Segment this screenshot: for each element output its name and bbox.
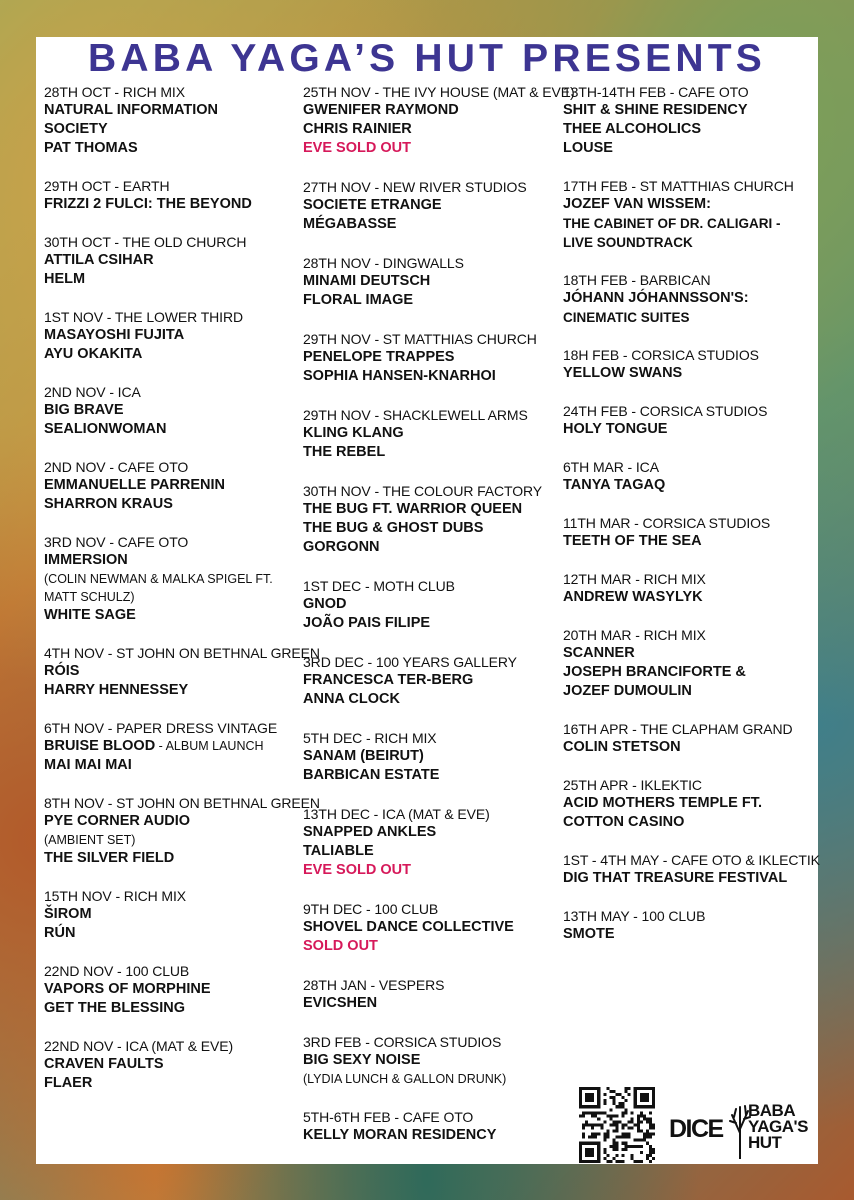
artist-name — [303, 519, 563, 538]
event-listing — [303, 900, 563, 956]
artist-name — [44, 980, 304, 999]
artist-name — [303, 747, 563, 766]
event-date-venue: 8TH NOV - ST JOHN ON BETHNAL GREEN — [44, 795, 320, 811]
logo-line-1: BABA — [748, 1101, 796, 1120]
event-listing — [303, 254, 563, 310]
artist-name — [303, 196, 563, 215]
line-text: JOÃO PAIS FILIPE — [303, 615, 431, 631]
artist-name — [303, 690, 563, 709]
line-text: ANNA CLOCK — [303, 691, 400, 707]
line-text: EVE SOLD OUT — [303, 862, 411, 878]
artist-name — [303, 101, 563, 120]
logo-line-2: YAGA'S — [748, 1117, 808, 1136]
event-listing — [303, 83, 575, 158]
artist-name — [44, 420, 304, 439]
artist-name — [303, 291, 563, 310]
artist-name — [303, 443, 563, 462]
line-text: THE BUG FT. WARRIOR QUEEN — [303, 501, 523, 517]
artist-name — [44, 270, 304, 289]
baba-yaga-logo — [728, 1103, 810, 1163]
line-text: LIVE SOUNDTRACK — [563, 235, 693, 250]
line-text: BRUISE BLOOD — [44, 738, 156, 754]
event-listing — [44, 308, 304, 364]
event-date-venue: 13TH DEC - ICA (MAT & EVE) — [303, 806, 490, 822]
line-text: NATURAL INFORMATION — [44, 102, 218, 118]
artist-name — [563, 682, 813, 701]
event-date-venue: 2ND NOV - CAFE OTO — [44, 459, 189, 475]
line-text: SHOVEL DANCE COLLECTIVE — [303, 919, 514, 935]
line-text: JÓHANN JÓHANNSSON'S: — [563, 290, 749, 306]
logo-line-3: HUT — [748, 1133, 782, 1152]
event-date-venue: 18TH FEB - BARBICAN — [563, 272, 711, 288]
event-listing — [303, 482, 563, 557]
event-listing — [44, 233, 304, 289]
event-date-venue: 20TH MAR - RICH MIX — [563, 627, 706, 643]
line-text: SANAM (BEIRUT) — [303, 748, 424, 764]
line-text: EMMANUELLE PARRENIN — [44, 477, 225, 493]
lineup-note — [44, 588, 304, 606]
dice-logo: DICE — [669, 1115, 723, 1143]
artist-name — [44, 737, 304, 756]
line-text: CRAVEN FAULTS — [44, 1056, 164, 1072]
event-listing — [44, 794, 320, 868]
line-text: SHARRON KRAUS — [44, 496, 173, 512]
artist-name — [303, 671, 563, 690]
event-date-venue: 29TH NOV - ST MATTHIAS CHURCH — [303, 331, 537, 347]
line-text: GORGONN — [303, 539, 380, 555]
line-text: MATT SCHULZ) — [44, 590, 135, 604]
artist-name — [563, 588, 813, 607]
artist-name — [44, 476, 304, 495]
line-text: KLING KLANG — [303, 425, 404, 441]
lineup-note — [44, 570, 304, 588]
line-text: SHIT & SHINE RESIDENCY — [563, 102, 748, 118]
event-listing — [303, 976, 563, 1013]
column-2 — [303, 83, 575, 1165]
artist-name — [563, 476, 813, 495]
line-text: COLIN STETSON — [563, 739, 681, 755]
line-text: RÓIS — [44, 663, 80, 679]
line-text: EVICSHEN — [303, 995, 378, 1011]
event-listing — [44, 533, 304, 625]
artist-name — [44, 326, 304, 345]
event-date-venue: 30TH OCT - THE OLD CHURCH — [44, 234, 247, 250]
line-text: (COLIN NEWMAN & MALKA SPIGEL FT. — [44, 572, 273, 586]
artist-name — [44, 1074, 304, 1093]
event-listing — [44, 644, 320, 700]
artist-name — [303, 500, 563, 519]
artist-name — [44, 120, 304, 139]
event-date-venue: 17TH FEB - ST MATTHIAS CHURCH — [563, 178, 794, 194]
line-text: SNAPPED ANKLES — [303, 824, 437, 840]
line-text: COTTON CASINO — [563, 814, 685, 830]
line-text: ŠIROM — [44, 906, 92, 922]
event-date-venue: 16TH APR - THE CLAPHAM GRAND — [563, 721, 793, 737]
artist-name — [303, 272, 563, 291]
column-1 — [44, 83, 320, 1112]
event-date-venue: 13TH-14TH FEB - CAFE OTO — [563, 84, 749, 100]
artist-name — [563, 813, 813, 832]
event-date-venue: 5TH-6TH FEB - CAFE OTO — [303, 1109, 474, 1125]
artist-name — [303, 842, 563, 861]
event-listing — [563, 907, 813, 944]
artist-name — [303, 918, 563, 937]
artist-name — [563, 101, 813, 120]
event-listing — [563, 458, 813, 495]
artist-name — [563, 925, 813, 944]
line-text: WHITE SAGE — [44, 607, 136, 623]
line-text: FRANCESCA TER-BERG — [303, 672, 474, 688]
event-listing — [303, 406, 563, 462]
line-text: THE CABINET OF DR. CALIGARI - — [563, 216, 781, 231]
lineup-note — [303, 1070, 563, 1088]
line-text: MINAMI DEUTSCH — [303, 273, 431, 289]
column-3 — [563, 83, 820, 963]
event-subtitle — [563, 233, 813, 252]
event-listing — [303, 178, 563, 234]
artist-name — [44, 849, 304, 868]
event-date-venue: 25TH NOV - THE IVY HOUSE (MAT & EVE) — [303, 84, 575, 100]
artist-name — [563, 195, 813, 214]
event-date-venue: 28TH OCT - RICH MIX — [44, 84, 185, 100]
sold-out-notice — [303, 139, 563, 158]
line-text: TANYA TAGAQ — [563, 477, 666, 493]
poster-panel — [36, 37, 818, 1164]
event-date-venue: 15TH NOV - RICH MIX — [44, 888, 187, 904]
event-listing — [44, 458, 304, 514]
line-text: (AMBIENT SET) — [44, 833, 136, 847]
line-text: HOLY TONGUE — [563, 421, 668, 437]
artist-name — [563, 794, 813, 813]
line-text: SOCIETY — [44, 121, 108, 137]
event-date-venue: 29TH OCT - EARTH — [44, 178, 170, 194]
event-date-venue: 22ND NOV - ICA (MAT & EVE) — [44, 1038, 234, 1054]
event-listing — [44, 719, 304, 775]
artist-name — [44, 905, 304, 924]
lineup-note — [44, 831, 304, 849]
event-date-venue: 28TH NOV - DINGWALLS — [303, 255, 464, 271]
line-text: THE REBEL — [303, 444, 386, 460]
line-text: TEETH OF THE SEA — [563, 533, 702, 549]
event-date-venue: 22ND NOV - 100 CLUB — [44, 963, 190, 979]
event-date-venue: 3RD NOV - CAFE OTO — [44, 534, 189, 550]
line-text: RÚN — [44, 925, 76, 941]
line-text: LOUSE — [563, 140, 613, 156]
event-listing — [563, 851, 820, 888]
event-listing — [303, 330, 563, 386]
line-text: HELM — [44, 271, 86, 287]
line-text: SOCIETE ETRANGE — [303, 197, 442, 213]
artist-name — [303, 994, 563, 1013]
line-text: GWENIFER RAYMOND — [303, 102, 459, 118]
artist-name — [303, 120, 563, 139]
event-date-venue: 9TH DEC - 100 CLUB — [303, 901, 439, 917]
line-text: HARRY HENNESSEY — [44, 682, 189, 698]
artist-name — [44, 999, 304, 1018]
line-text: PAT THOMAS — [44, 140, 138, 156]
line-text: SEALIONWOMAN — [44, 421, 167, 437]
artist-name — [563, 644, 813, 663]
event-listing — [563, 720, 813, 757]
line-text: ACID MOTHERS TEMPLE FT. — [563, 795, 762, 811]
artist-name — [44, 551, 304, 570]
event-listing — [44, 887, 304, 943]
line-text: AYU OKAKITA — [44, 346, 143, 362]
event-listing — [303, 729, 563, 785]
line-text: BARBICAN ESTATE — [303, 767, 440, 783]
artist-name — [44, 195, 304, 214]
line-text: SMOTE — [563, 926, 615, 942]
artist-name — [563, 289, 813, 308]
line-text: PENELOPE TRAPPES — [303, 349, 455, 365]
line-text: JOSEPH BRANCIFORTE & — [563, 664, 746, 680]
line-text: FLAER — [44, 1075, 93, 1091]
artist-name — [303, 348, 563, 367]
artist-name — [303, 367, 563, 386]
artist-name — [44, 401, 304, 420]
artist-name — [303, 595, 563, 614]
line-text: SCANNER — [563, 645, 635, 661]
line-text: BIG BRAVE — [44, 402, 124, 418]
event-listing — [303, 1108, 563, 1145]
artist-name — [303, 766, 563, 785]
line-text: SOLD OUT — [303, 938, 378, 954]
artist-name — [44, 812, 304, 831]
artist-name — [303, 823, 563, 842]
artist-name — [303, 1126, 563, 1145]
line-text: VAPORS OF MORPHINE — [44, 981, 211, 997]
line-text: FRIZZI 2 FULCI: THE BEYOND — [44, 196, 252, 212]
artist-name — [563, 869, 813, 888]
event-date-venue: 24TH FEB - CORSICA STUDIOS — [563, 403, 768, 419]
artist-name — [44, 495, 304, 514]
artist-name — [303, 215, 563, 234]
line-text: MÉGABASSE — [303, 216, 397, 232]
artist-name — [563, 663, 813, 682]
line-text: GNOD — [303, 596, 347, 612]
artist-name — [44, 662, 304, 681]
artist-name — [44, 606, 304, 625]
event-date-venue: 12TH MAR - RICH MIX — [563, 571, 706, 587]
event-date-venue: 1ST - 4TH MAY - CAFE OTO & IKLECTIK — [563, 852, 820, 868]
event-date-venue: 29TH NOV - SHACKLEWELL ARMS — [303, 407, 528, 423]
artist-name — [563, 364, 813, 383]
line-text: BIG SEXY NOISE — [303, 1052, 421, 1068]
line-text: YELLOW SWANS — [563, 365, 683, 381]
event-listing — [44, 83, 304, 158]
event-listing — [563, 776, 813, 832]
sold-out-notice — [303, 861, 563, 880]
line-text: EVE SOLD OUT — [303, 140, 411, 156]
artist-name — [44, 1055, 304, 1074]
line-text: IMMERSION — [44, 552, 128, 568]
event-date-venue: 6TH MAR - ICA — [563, 459, 659, 475]
event-listing — [563, 514, 813, 551]
event-date-venue: 18H FEB - CORSICA STUDIOS — [563, 347, 759, 363]
artist-name — [303, 614, 563, 633]
artist-name — [44, 101, 304, 120]
event-date-venue: 3RD FEB - CORSICA STUDIOS — [303, 1034, 502, 1050]
line-text: GET THE BLESSING — [44, 1000, 185, 1016]
line-text: DIG THAT TREASURE FESTIVAL — [563, 870, 788, 886]
line-text: PYE CORNER AUDIO — [44, 813, 191, 829]
sold-out-notice — [303, 937, 563, 956]
event-listing — [303, 1033, 563, 1088]
event-date-venue: 3RD DEC - 100 YEARS GALLERY — [303, 654, 517, 670]
artist-name — [44, 345, 304, 364]
line-text: CHRIS RAINIER — [303, 121, 412, 137]
event-listing — [563, 402, 813, 439]
event-listing — [44, 177, 304, 214]
artist-name — [563, 738, 813, 757]
event-listing — [563, 271, 813, 327]
event-date-venue: 1ST DEC - MOTH CLUB — [303, 578, 455, 594]
event-listing — [563, 626, 813, 701]
event-listing — [563, 83, 813, 158]
line-text: CINEMATIC SUITES — [563, 310, 690, 325]
artist-name — [563, 420, 813, 439]
event-date-venue: 6TH NOV - PAPER DRESS VINTAGE — [44, 720, 278, 736]
artist-name — [303, 538, 563, 557]
event-date-venue: 27TH NOV - NEW RIVER STUDIOS — [303, 179, 527, 195]
artist-name — [563, 139, 813, 158]
artist-name — [44, 251, 304, 270]
event-listing — [44, 1037, 304, 1093]
event-date-venue: 30TH NOV - THE COLOUR FACTORY — [303, 483, 543, 499]
event-listing — [303, 653, 563, 709]
line-text: TALIABLE — [303, 843, 374, 859]
event-date-venue: 2ND NOV - ICA — [44, 384, 141, 400]
event-subtitle — [563, 214, 813, 233]
event-listing — [563, 570, 813, 607]
line-text: ATTILA CSIHAR — [44, 252, 154, 268]
event-date-venue: 28TH JAN - VESPERS — [303, 977, 445, 993]
poster-title: BABA YAGA’S HUT PRESENTS — [88, 37, 766, 80]
line-text: SOPHIA HANSEN-KNARHOI — [303, 368, 496, 384]
artist-name — [44, 139, 304, 158]
event-listing — [44, 383, 304, 439]
artist-name — [44, 681, 304, 700]
line-text: MASAYOSHI FUJITA — [44, 327, 185, 343]
line-text: KELLY MORAN RESIDENCY — [303, 1127, 497, 1143]
event-listing — [44, 962, 304, 1018]
line-text: ANDREW WASYLYK — [563, 589, 703, 605]
event-listing — [563, 177, 813, 252]
line-text: THE BUG & GHOST DUBS — [303, 520, 484, 536]
artist-name — [44, 756, 304, 775]
event-date-venue: 13TH MAY - 100 CLUB — [563, 908, 706, 924]
event-subtitle — [563, 308, 813, 327]
line-text: THE SILVER FIELD — [44, 850, 175, 866]
event-date-venue: 25TH APR - IKLEKTIC — [563, 777, 702, 793]
event-listing — [563, 346, 813, 383]
event-date-venue: 1ST NOV - THE LOWER THIRD — [44, 309, 243, 325]
line-text: JOZEF VAN WISSEM: — [563, 196, 711, 212]
artist-name — [303, 1051, 563, 1070]
event-date-venue: 5TH DEC - RICH MIX — [303, 730, 437, 746]
artist-name — [563, 120, 813, 139]
artist-name — [44, 924, 304, 943]
line-suffix: - ALBUM LAUNCH — [155, 739, 264, 753]
line-text: MAI MAI MAI — [44, 757, 132, 773]
event-listing — [303, 577, 563, 633]
artist-name — [303, 424, 563, 443]
line-text: THEE ALCOHOLICS — [563, 121, 702, 137]
line-text: FLORAL IMAGE — [303, 292, 414, 308]
event-listing — [303, 805, 563, 880]
qr-code-icon[interactable] — [579, 1087, 655, 1163]
line-text: (LYDIA LUNCH & GALLON DRUNK) — [303, 1072, 507, 1086]
line-text: JOZEF DUMOULIN — [563, 683, 692, 699]
artist-name — [563, 532, 813, 551]
event-date-venue: 4TH NOV - ST JOHN ON BETHNAL GREEN — [44, 645, 320, 661]
event-date-venue: 11TH MAR - CORSICA STUDIOS — [563, 515, 771, 531]
